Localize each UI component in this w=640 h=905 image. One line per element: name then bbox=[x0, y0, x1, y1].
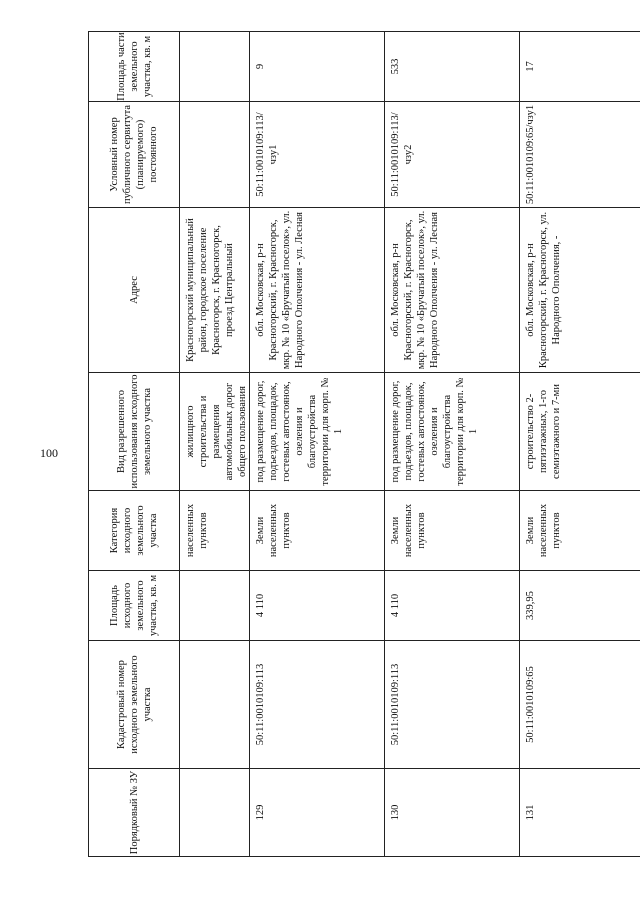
header-area: Площадь исходного земельного участка, кв. м bbox=[89, 571, 180, 641]
cell-address: Красногорский муниципальный район, городское поселение Красногорск, г. Красногорск, проезд Центральный bbox=[180, 208, 250, 373]
cell-part-area bbox=[180, 32, 250, 102]
header-cadastral: Кадастровый номер исходного земельного участка bbox=[89, 641, 180, 769]
cell-num: 130 bbox=[385, 769, 520, 857]
rotated-table-frame bbox=[88, 32, 610, 857]
cell-vri: жилищного строительства и размещения автомобильных дорог общего пользования bbox=[180, 373, 250, 491]
header-address: Адрес bbox=[89, 208, 180, 373]
cell-area: 4 110 bbox=[250, 571, 385, 641]
cell-part-area: 9 bbox=[250, 32, 385, 102]
cell-address: обл. Московская, р-н Красногорский, г. Красногорск, мкр. № 10 «Бручатый поселок», ул. Народного Ополчения - ул. Лесная bbox=[250, 208, 385, 373]
cell-category: населенных пунктов bbox=[180, 491, 250, 571]
table-row bbox=[250, 32, 385, 857]
header-servitude: Условный номер публичного сервитута (планируемого) постоянного bbox=[89, 102, 180, 208]
rotated-table-inner bbox=[88, 32, 610, 857]
cell-servitude: 50:11:0010109:113/чзу2 bbox=[385, 102, 520, 208]
header-vri: Вид разрешенного использования исходного земельного участка bbox=[89, 373, 180, 491]
table-row bbox=[385, 32, 520, 857]
cell-cadastral bbox=[180, 641, 250, 769]
cell-part-area: 533 bbox=[385, 32, 520, 102]
cell-servitude bbox=[180, 102, 250, 208]
cell-vri: под размещение дорог, подъездов, площадок, гостевых автостоянок, озеления и благоустройства территории для корп. № 1 bbox=[250, 373, 385, 491]
cell-cadastral: 50:11:0010109:65 bbox=[520, 641, 640, 769]
cell-vri: строительство 2- пятиэтажных, 1-го семиэтажного и 7-ми bbox=[520, 373, 640, 491]
header-part-area: Площадь части земельного участка, кв. м bbox=[89, 32, 180, 102]
cell-cadastral: 50:11:0010109:113 bbox=[385, 641, 520, 769]
cell-servitude: 50:11:0010109:65/чзу1 bbox=[520, 102, 640, 208]
cell-address: обл. Московская, р-н Красногорский, г. Красногорск, ул. Народного Ополчения, - bbox=[520, 208, 640, 373]
cell-num: 131 bbox=[520, 769, 640, 857]
cell-category: Земли населенных пунктов bbox=[520, 491, 640, 571]
cell-vri: под размещение дорог, подъездов, площадок, гостевых автостоянок, озеления и благоустройства территории для корп. № 1 bbox=[385, 373, 520, 491]
page-number: 100 bbox=[40, 446, 58, 460]
cell-cadastral: 50:11:0010109:113 bbox=[250, 641, 385, 769]
cell-category: Земли населенных пунктов bbox=[385, 491, 520, 571]
cell-servitude: 50:11:0010109:113/чзу1 bbox=[250, 102, 385, 208]
cell-part-area: 17 bbox=[520, 32, 640, 102]
cell-area: 4 110 bbox=[385, 571, 520, 641]
cell-address: обл. Московская, р-н Красногорский, г. Красногорск, мкр. № 10 «Бручатый поселок», ул. Народного Ополчения - ул. Лесная bbox=[385, 208, 520, 373]
cell-area: 339,95 bbox=[520, 571, 640, 641]
cell-num: 129 bbox=[250, 769, 385, 857]
cell-num bbox=[180, 769, 250, 857]
table-row-continuation bbox=[180, 32, 250, 857]
cell-area bbox=[180, 571, 250, 641]
table-row bbox=[520, 32, 640, 857]
table-header-row bbox=[89, 32, 180, 857]
header-num: Порядковый № ЗУ bbox=[89, 769, 180, 857]
header-category: Категория исходного земельного участка bbox=[89, 491, 180, 571]
servitude-table bbox=[88, 31, 640, 857]
cell-category: Земли населенных пунктов bbox=[250, 491, 385, 571]
